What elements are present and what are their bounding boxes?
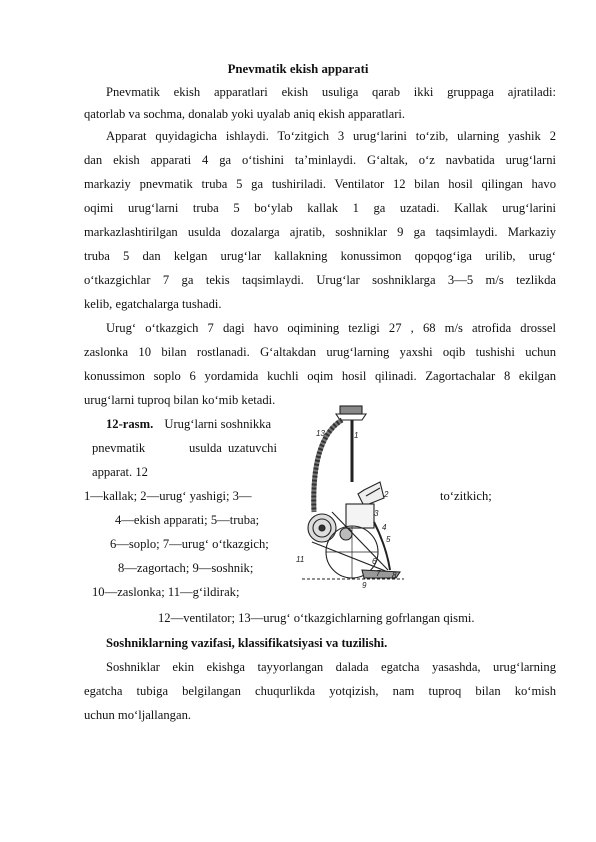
section-title: Soshniklarning vazifasi, klassifikatsiyasi va tuzilishi.: [106, 636, 388, 650]
text-line: konussimon soplo 6 yordamida kuchli oqim hosil qilinadi. Zagortachalar 8 ekilgan: [84, 369, 556, 383]
caption-line: usulda: [189, 441, 222, 455]
text-line: Apparat quyidagicha ishlaydi. To‘zitgich 3 urug‘larini to‘zib, ularning yashik 2: [106, 129, 556, 143]
figure-label: 2: [384, 490, 389, 499]
text-line: Urug‘ o‘tkazgich 7 dagi havo oqimining tezligi 27 , 68 m/s atrofida drossel: [106, 321, 556, 335]
text-line: dan ekish apparati 4 ga o‘tishini ta’minlaydi. G‘altak, o‘z navbatida urug‘larni: [84, 153, 556, 167]
caption-line: to‘zitkich;: [440, 489, 492, 503]
caption-line: apparat. 12: [92, 465, 148, 479]
text-line: Soshniklar ekin ekishga tayyorlangan dalada egatcha yasashda, urug‘larning: [106, 660, 556, 674]
caption-line: uzatuvchi: [228, 441, 277, 455]
figure-label: 11: [296, 555, 305, 564]
caption-text: Urug‘larni soshnikka: [164, 417, 272, 431]
caption-line: 10—zaslonka; 11—g‘ildirak;: [92, 585, 240, 599]
text-line: urug‘larni tuproq bilan ko‘mib ketadi.: [84, 393, 276, 407]
caption-line: 4—ekish apparati; 5—truba;: [115, 513, 260, 527]
text-line: egatcha tubiga belgilangan chuqurlikda yotqizish, nam tuproq bilan ko‘mish: [84, 684, 556, 698]
figure-label: 1: [354, 431, 359, 440]
text-line: markaziy pnevmatik truba 5 ga tushiriladi. Ventilator 12 bilan hosil qilingan havo: [84, 177, 556, 191]
text-line: zaslonka 10 bilan rostlanadi. G‘altakdan urug‘larning yaxshi oqib tushishi uchun: [84, 345, 556, 359]
caption-label: 12-rasm.: [106, 417, 154, 431]
figure-label: 5: [386, 535, 391, 544]
figure-label: 6: [372, 557, 377, 566]
text-line: oqimi urug‘larni truba 5 bo‘ylab kallak 1 ga uzatadi. Kallak urug‘larini: [84, 201, 556, 215]
figure-label: 13: [316, 429, 325, 438]
caption-line: 8—zagortach; 9—soshnik;: [118, 561, 254, 575]
text-line: markazlashtirilgan usulda dozalarga ajratib, soshniklar 9 ga taqsimlaydi. Markaziy: [84, 225, 556, 239]
page-title: Pnevmatik ekish apparati: [227, 62, 369, 76]
text-line: Pnevmatik ekish apparatlari ekish usuliga qarab ikki gruppaga ajratiladi:: [106, 85, 556, 99]
caption-line: 1—kallak; 2—urug‘ yashigi; 3—: [84, 489, 252, 503]
text-line: kelib, egatchalarga tushadi.: [84, 297, 222, 311]
figure-label: 8: [392, 571, 397, 580]
figure-label: 4: [382, 523, 387, 532]
text-line: o‘tkazgichlar 7 ga tekis taqsimlaydi. Urug‘lar soshniklarga 3—5 m/s tezlikda: [84, 273, 556, 287]
seeder-figure: [292, 402, 410, 590]
text-line: qatorlab va sochma, donalab yoki uyalab aniq ekish apparatlari.: [84, 107, 406, 121]
caption-line: pnevmatik: [92, 441, 146, 455]
caption-line: [106, 417, 271, 431]
text-line: uchun mo‘ljallangan.: [84, 708, 192, 722]
caption-line: 6—soplo; 7—urug‘ o‘tkazgich;: [110, 537, 269, 551]
figure-label: 3: [374, 509, 379, 518]
seeder-drawing: [292, 402, 410, 590]
figure-label: 7: [376, 569, 381, 578]
caption-line: 12—ventilator; 13—urug‘ o‘tkazgichlarning gofrlangan qismi.: [158, 611, 475, 625]
figure-label: 9: [362, 581, 367, 590]
text-line: truba 5 dan kelgan urug‘lar kallakning konussimon qopqog‘iga urilib, urug‘: [84, 249, 556, 263]
